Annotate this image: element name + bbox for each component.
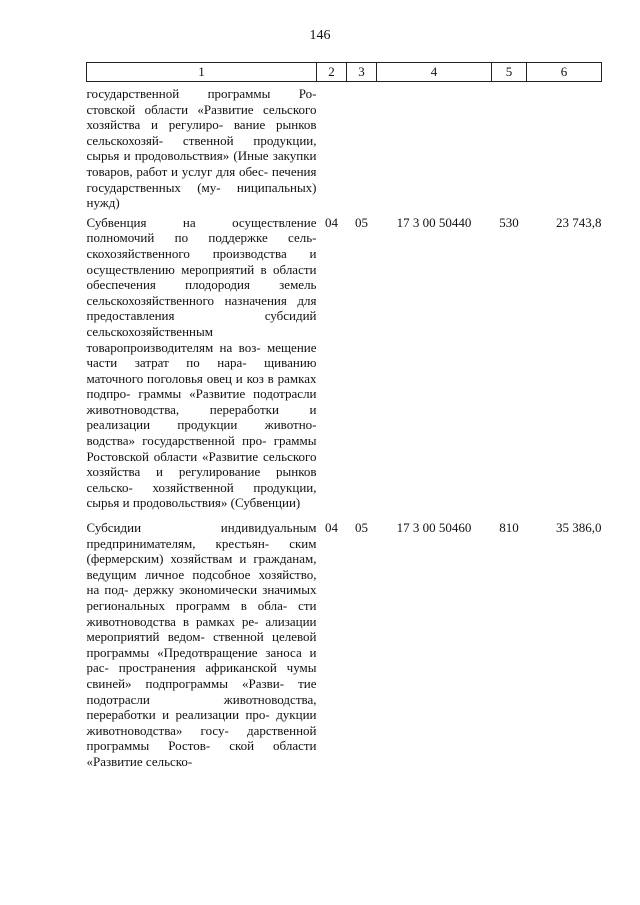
text-line: ственной продукции, сырья и: [86, 132, 317, 164]
text-line: полномочий по поддержке сель-: [86, 230, 317, 246]
target-article-code: 17 3 00 50440: [396, 214, 472, 230]
header-row: [87, 63, 602, 82]
target-article-code: [377, 82, 492, 211]
text-line: водства» государственной про-: [86, 433, 267, 449]
text-line: печения государственных (му-: [86, 163, 317, 195]
expense-type-code: 810: [499, 520, 519, 536]
text-line: сти животноводства в рамках ре-: [86, 598, 317, 629]
text-line: предпринимателям, крестьян-: [86, 535, 270, 551]
text-line: ской области «Развитие сельско-: [86, 738, 317, 769]
text-line: субсидий сельскохозяйственным: [86, 308, 317, 339]
text-line: хозяйственной продукции, сырья: [86, 479, 317, 511]
section-code: 04: [325, 520, 338, 536]
amount: 23 743,8: [556, 214, 602, 230]
col-header-6: 6: [527, 63, 602, 82]
col-header-5: 5: [492, 63, 527, 82]
text-line: животноводства, переработки и: [86, 401, 317, 417]
text-line: ственной целевой программы: [86, 629, 317, 660]
expense-type-code: [492, 82, 527, 211]
text-line: государственной программы Ро-: [86, 86, 317, 101]
text-line: граммы Ростовской области: [86, 433, 317, 464]
subsection-code: [347, 82, 377, 211]
text-line: назначения для предоставления: [86, 292, 317, 324]
text-line: «Предотвращение заноса и рас-: [86, 644, 317, 676]
col-header-3: 3: [347, 63, 377, 82]
table-row: [87, 516, 602, 775]
text-line: региональных программ в обла-: [86, 598, 288, 613]
subsection-code: 05: [355, 214, 368, 230]
row-description: [87, 516, 317, 775]
table-row: [87, 82, 602, 211]
text-line: и осуществлению мероприятий в: [86, 245, 317, 277]
target-article-code: 17 3 00 50460: [396, 520, 472, 536]
text-line: стовской области «Развитие: [86, 101, 254, 117]
text-line: овец и коз в рамках подпро-: [86, 370, 317, 402]
section-code: 04: [325, 214, 338, 230]
page-number: 146: [309, 28, 331, 43]
text-line: и продовольствия» (Субвенции): [122, 495, 301, 511]
text-line: гражданам, ведущим личное: [86, 551, 317, 582]
expense-type-code: 530: [499, 214, 519, 230]
text-line: вание рынков сельскохозяй-: [86, 117, 317, 148]
text-line: тие подотрасли животноводства,: [86, 675, 317, 707]
row-description: [87, 82, 317, 211]
row-description: [87, 211, 317, 516]
col-header-2: 2: [317, 63, 347, 82]
text-line: граммы «Развитие подотрасли: [138, 386, 317, 402]
amount: [527, 82, 602, 211]
text-line: продовольствия» (Иные закупки: [134, 148, 317, 164]
table-row: [87, 211, 602, 516]
text-line: мещение части затрат по нара-: [86, 339, 317, 371]
text-line: сельского хозяйства и регулиро-: [86, 101, 317, 133]
text-line: ским (фермерским) хозяйствам и: [86, 535, 317, 567]
text-line: «Развитие сельского хозяйства и: [86, 448, 317, 480]
text-line: товаропроизводителям на воз-: [86, 339, 261, 355]
text-line: Субсидии индивидуальным: [86, 520, 317, 536]
text-line: области обеспечения плодородия: [86, 261, 317, 293]
text-line: ниципальных) нужд): [86, 179, 317, 211]
text-line: товаров, работ и услуг для обес-: [86, 163, 269, 179]
text-line: пространения африканской чумы: [118, 660, 317, 676]
text-line: переработки и реализации про-: [86, 707, 270, 723]
text-line: ализации мероприятий ведом-: [86, 613, 317, 645]
text-line: дукции животноводства» госу-: [86, 707, 317, 738]
text-line: Субвенция на осуществление: [86, 214, 317, 230]
text-line: дарственной программы Ростов-: [86, 722, 317, 754]
text-line: реализации продукции животно-: [86, 417, 317, 433]
text-line: щиванию маточного поголовья: [86, 355, 317, 386]
budget-table: [86, 62, 602, 775]
text-line: подсобное хозяйство, на под-: [86, 566, 317, 598]
text-line: регулирование рынков сельско-: [86, 464, 317, 495]
text-line: земель сельскохозяйственного: [86, 277, 317, 308]
text-line: свиней» подпрограммы «Разви-: [86, 675, 285, 691]
amount: 35 386,0: [556, 520, 602, 536]
col-header-1: 1: [87, 63, 317, 82]
col-header-4: 4: [377, 63, 492, 82]
subsection-code: 05: [355, 520, 368, 536]
section-code: [317, 82, 347, 211]
text-line: держку экономически значимых: [133, 582, 317, 598]
text-line: скохозяйственного производства: [86, 245, 287, 261]
